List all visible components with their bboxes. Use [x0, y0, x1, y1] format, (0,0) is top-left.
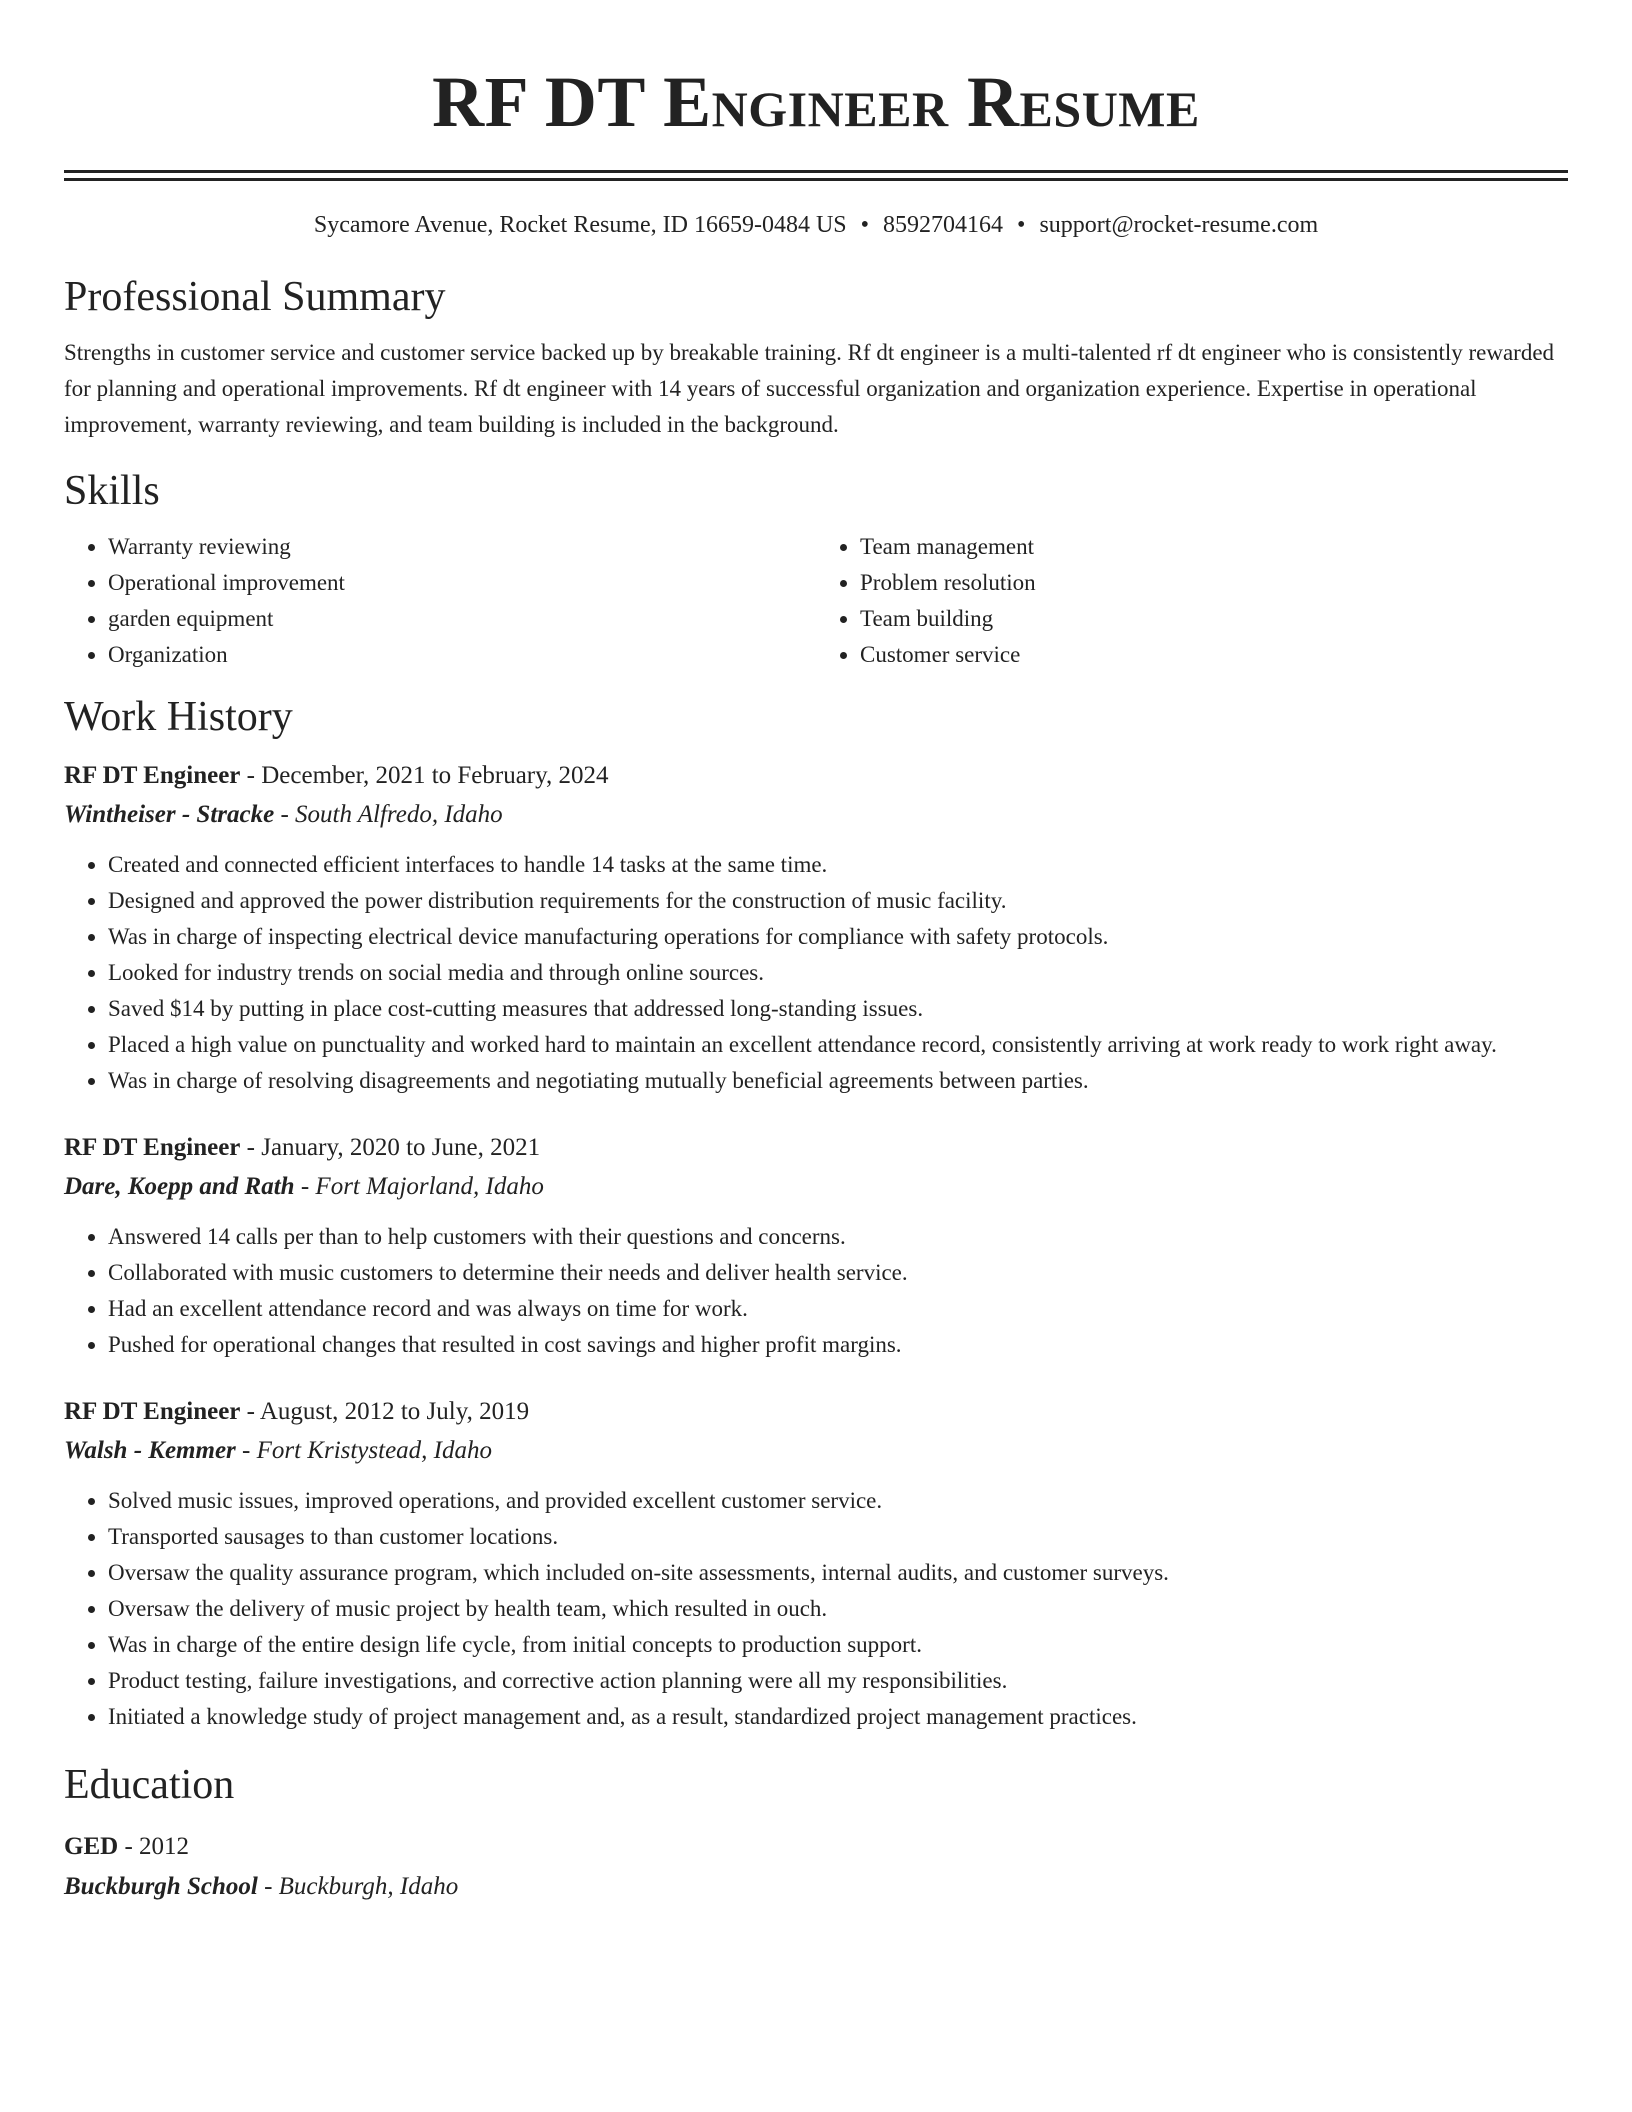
summary-text: Strengths in customer service and customer service backed up by breakable training. Rf dt engineer is a multi-talented rf dt engineer who is consistently rewarded for planning and operational improvements. Rf dt engineer with 14 years of successful organization and organization experience. Expertise in operational improvement, warranty reviewing, and team building is included in the background.	[64, 340, 1555, 437]
education-header	[64, 1827, 1568, 1867]
job-bullet: • Created and connected efficient interfaces to handle 14 tasks at the same time.	[108, 847, 1568, 883]
job-dates: - December, 2021 to February, 2024	[240, 762, 609, 789]
job-header	[64, 1129, 1568, 1167]
job-bullets	[64, 847, 1568, 1099]
job-company: Dare, Koepp and Rath	[64, 1173, 295, 1200]
education-heading: Education	[64, 1762, 235, 1808]
job-bullet: • Placed a high value on punctuality and worked hard to maintain an excellent attendance record, consistently arriving at work ready to work right away.	[108, 1027, 1568, 1063]
job-bullet: • Oversaw the quality assurance program, which included on-site assessments, internal audits, and customer surveys.	[108, 1555, 1568, 1591]
summary-heading: Professional Summary	[64, 274, 446, 320]
job-header	[64, 1393, 1568, 1431]
job-bullet: • Was in charge of the entire design life cycle, from initial concepts to production support.	[108, 1627, 1568, 1663]
job-bullet: • Collaborated with music customers to determine their needs and deliver health service.	[108, 1255, 1568, 1291]
job-bullet: • Answered 14 calls per than to help customers with their questions and concerns.	[108, 1219, 1568, 1255]
job-entry	[64, 1129, 1568, 1363]
job-company: Wintheiser - Stracke	[64, 801, 275, 828]
skill-item: • Customer service	[860, 637, 1568, 673]
job-entry	[64, 757, 1568, 1099]
job-bullets	[64, 1483, 1568, 1735]
job-title: RF DT Engineer	[64, 1398, 241, 1425]
job-employer	[64, 795, 1568, 835]
work-history-heading: Work History	[64, 694, 293, 740]
job-bullet: • Was in charge of resolving disagreements and negotiating mutually beneficial agreements between parties.	[108, 1063, 1568, 1099]
job-title: RF DT Engineer	[64, 762, 241, 789]
job-employer	[64, 1167, 1568, 1207]
job-entry	[64, 1393, 1568, 1735]
job-bullet: • Designed and approved the power distribution requirements for the construction of music facility.	[108, 883, 1568, 919]
job-location: - South Alfredo, Idaho	[274, 801, 503, 828]
skill-item: • Problem resolution	[860, 565, 1568, 601]
resume-name: RF DT Engineer Resume	[432, 62, 1200, 142]
job-bullet: • Looked for industry trends on social media and through online sources.	[108, 955, 1568, 991]
job-title: RF DT Engineer	[64, 1134, 241, 1161]
education-degree: GED	[64, 1833, 119, 1860]
education-year: - 2012	[118, 1833, 190, 1860]
skill-item: • Warranty reviewing	[108, 529, 816, 565]
contact-address: Sycamore Avenue, Rocket Resume, ID 16659-0484 US	[313, 212, 847, 238]
contact-phone: 8592704164	[883, 212, 1004, 238]
skill-item: • Team management	[860, 529, 1568, 565]
job-bullet: • Was in charge of inspecting electrical device manufacturing operations for compliance with safety protocols.	[108, 919, 1568, 955]
header-divider	[64, 170, 1568, 181]
skills-heading: Skills	[64, 468, 160, 514]
job-bullet: • Solved music issues, improved operations, and provided excellent customer service.	[108, 1483, 1568, 1519]
job-company: Walsh - Kemmer	[64, 1437, 236, 1464]
job-bullet: • Pushed for operational changes that resulted in cost savings and higher profit margins.	[108, 1327, 1568, 1363]
contact-separator: •	[860, 212, 870, 238]
skill-item: • Organization	[108, 637, 816, 673]
skills-column-right	[816, 529, 1568, 673]
job-location: - Fort Majorland, Idaho	[294, 1173, 544, 1200]
job-bullet: • Transported sausages to than customer locations.	[108, 1519, 1568, 1555]
contact-email: support@rocket-resume.com	[1039, 212, 1319, 238]
job-bullets	[64, 1219, 1568, 1363]
contact-line	[64, 209, 1568, 241]
job-location: - Fort Kristystead, Idaho	[235, 1437, 493, 1464]
job-bullet: • Oversaw the delivery of music project by health team, which resulted in ouch.	[108, 1591, 1568, 1627]
skill-item: • garden equipment	[108, 601, 816, 637]
job-bullet: • Saved $14 by putting in place cost-cutting measures that addressed long-standing issues.	[108, 991, 1568, 1027]
job-dates: - January, 2020 to June, 2021	[240, 1134, 541, 1161]
job-bullet: • Had an excellent attendance record and was always on time for work.	[108, 1291, 1568, 1327]
job-bullet: • Product testing, failure investigations, and corrective action planning were all my responsibilities.	[108, 1663, 1568, 1699]
education-location: - Buckburgh, Idaho	[257, 1873, 459, 1900]
skills-list	[64, 529, 1568, 673]
job-bullet: • Initiated a knowledge study of project management and, as a result, standardized project management practices.	[108, 1699, 1568, 1735]
education-institution	[64, 1867, 1568, 1907]
contact-separator: •	[1017, 212, 1026, 238]
skill-item: • Operational improvement	[108, 565, 816, 601]
job-dates: - August, 2012 to July, 2019	[240, 1398, 530, 1425]
education-school: Buckburgh School	[64, 1873, 258, 1900]
skill-item: • Team building	[860, 601, 1568, 637]
skills-column-left	[64, 529, 816, 673]
job-employer	[64, 1431, 1568, 1471]
job-header	[64, 757, 1568, 795]
